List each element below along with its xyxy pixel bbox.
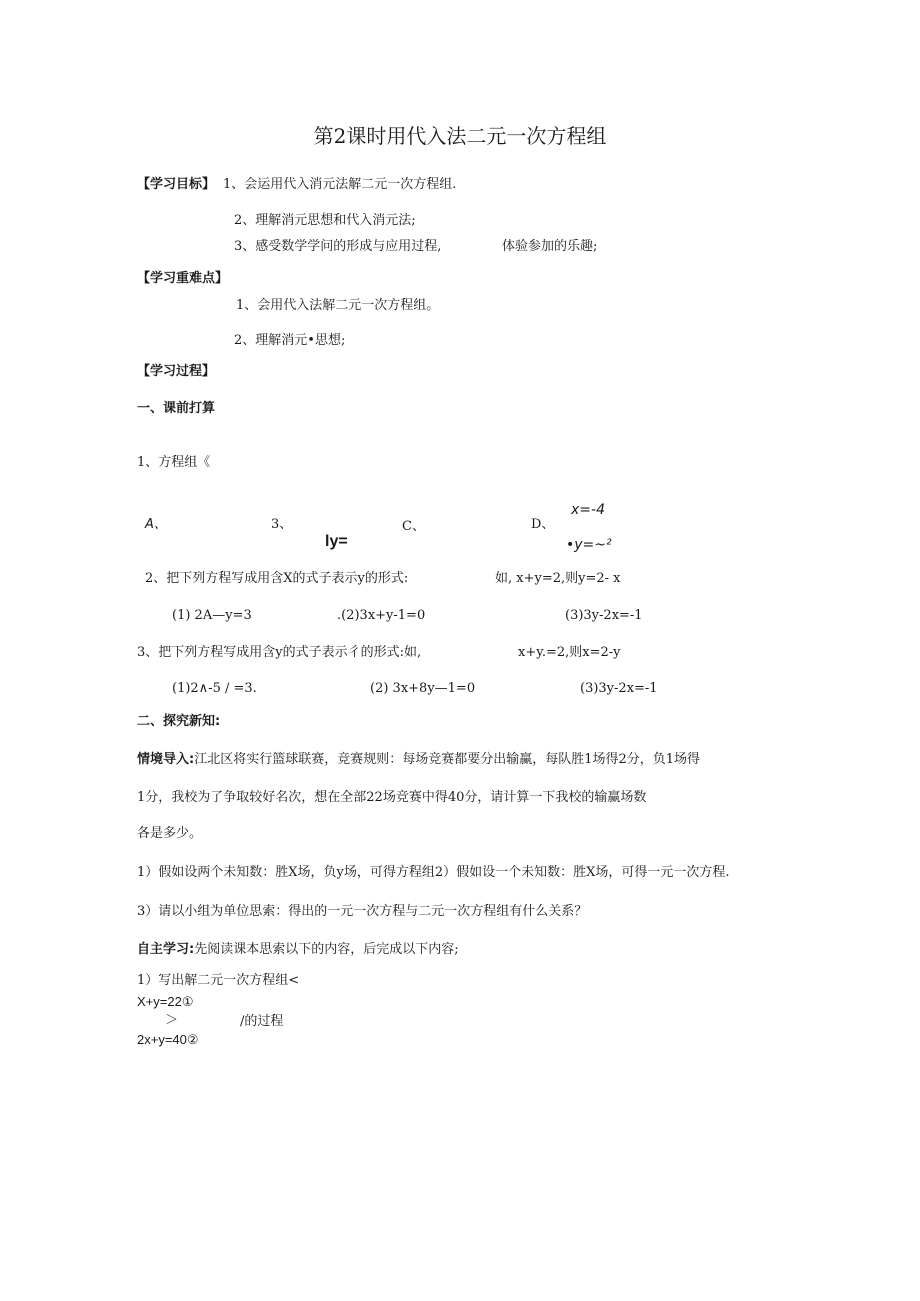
goals-label: 【学习目标】 <box>137 177 216 192</box>
question-2-prompt: 2、把下列方程写成用含X的式子表示y的形式: <box>145 571 409 586</box>
question-3-prompt: 3、把下列方程写成用含y的式子表示彳的形式:如, <box>137 645 422 660</box>
goal-item-1: 1、会运用代入消元法解二元一次方程组. <box>223 177 457 192</box>
question-3-item-1: (1)2∧-5 / =3. <box>172 681 257 696</box>
question-2-example: 如, x+y=2,则y=2- x <box>495 571 621 586</box>
question-3-item-2: (2) 3x+8y—1=0 <box>370 681 476 696</box>
scene-line-2: 1分，我校为了争取较好名次，想在全部22场竞赛中得40分，请计算一下我校的输赢场数 <box>137 790 647 805</box>
key-point-1: 1、会用代入法解二元一次方程组。 <box>236 298 440 313</box>
equation-1: X+y=22① <box>137 994 194 1009</box>
question-2-item-1: (1) 2A—y=3 <box>172 608 252 623</box>
paragraph-1: 1）假如设两个未知数：胜X场，负y场，可得方程组2）假如设一个未知数：胜X场，可得一元一次方程. <box>137 865 730 880</box>
key-points-label: 【学习重难点】 <box>137 271 229 286</box>
process-label: 【学习过程】 <box>137 364 216 379</box>
self-study-paragraph <box>137 942 459 958</box>
self-study-text: 先阅读课本思索以下的内容，后完成以下内容; <box>194 942 459 957</box>
equation-2: 2x+y=40② <box>137 1032 199 1047</box>
option-d: D、 <box>531 517 555 532</box>
goal-item-2: 2、理解消元思想和代入消元法; <box>234 213 416 228</box>
question-2-item-2: .(2)3x+y-1=0 <box>337 608 426 623</box>
scene-paragraph <box>137 752 700 768</box>
option-d-x: x=-4 <box>571 502 605 518</box>
goal-item-3a: 3、感受数学学问的形成与应用过程, <box>234 239 442 254</box>
self-study-label: 自主学习: <box>137 942 195 957</box>
write-prompt: 1）写出解二元一次方程组< <box>137 973 300 988</box>
section2-heading: 二、探究新知: <box>137 714 221 729</box>
goal-item-3b: 体验参加的乐趣; <box>502 239 598 254</box>
equation-ly: ly= <box>325 533 348 550</box>
option-d-y: •y=~² <box>566 537 612 553</box>
key-point-2: 2、理解消元•思想; <box>234 333 346 348</box>
option-c: C、 <box>402 519 425 534</box>
paragraph-3: 3）请以小组为单位思索：得出的一元一次方程与二元一次方程组有什么关系？ <box>137 904 588 919</box>
page-title: 第2课时用代入法二元一次方程组 <box>313 124 607 148</box>
scene-line-3: 各是多少。 <box>137 826 203 841</box>
option-b: 3、 <box>271 517 293 532</box>
process-text: /的过程 <box>240 1014 284 1029</box>
scene-text: 江北区将实行篮球联赛，竞赛规则：每场竞赛都要分出输赢，每队胜1场得2分，负1场得 <box>194 752 701 767</box>
option-a: A、 <box>145 517 167 532</box>
question-3-example: x+y.=2,则x=2-y <box>518 645 621 660</box>
question-3-item-3: (3)3y-2x=-1 <box>580 681 658 696</box>
section1-heading: 一、课前打算 <box>137 401 216 416</box>
brace-mark: ＞ <box>165 1013 179 1028</box>
question-1: 1、方程组《 <box>137 455 211 470</box>
question-2-item-3: (3)3y-2x=-1 <box>565 608 643 623</box>
scene-label: 情境导入: <box>137 752 195 767</box>
